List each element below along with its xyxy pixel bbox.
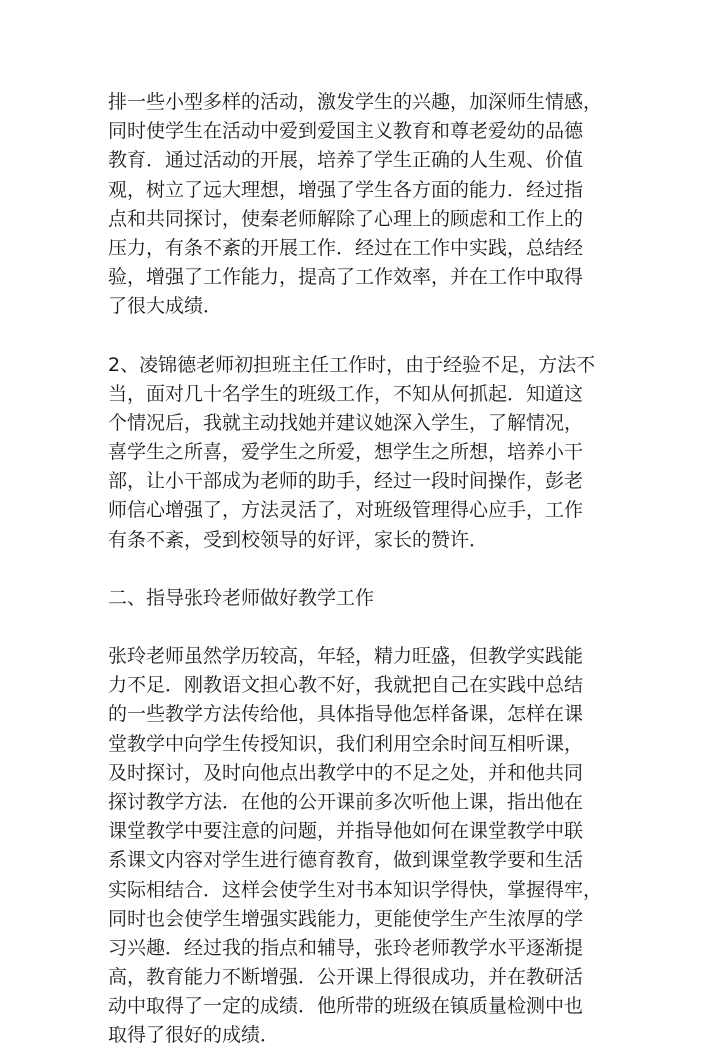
text-line: 习兴趣．经过我的指点和辅导，张玲老师教学水平逐渐提 bbox=[108, 936, 584, 959]
text-line: 取得了很好的成绩． bbox=[108, 1024, 280, 1047]
paragraph-activities bbox=[108, 88, 608, 322]
text-line: 动中取得了一定的成绩．他所带的班级在镇质量检测中也 bbox=[108, 995, 584, 1018]
paragraph-item-2 bbox=[108, 351, 608, 555]
text-line: 教育．通过活动的开展，培养了学生正确的人生观、价值 bbox=[108, 149, 584, 172]
text-line: 了很大成绩． bbox=[108, 295, 223, 318]
text-line: 同时也会使学生增强实践能力，更能使学生产生浓厚的学 bbox=[108, 907, 584, 930]
text-line: 观，树立了远大理想，增强了学生各方面的能力．经过指 bbox=[108, 178, 584, 201]
text-line: 当，面对几十名学生的班级工作，不知从何抓起．知道这 bbox=[108, 382, 584, 405]
paragraph-guidance bbox=[108, 642, 608, 1051]
section-heading bbox=[108, 584, 608, 613]
text-line: 2、凌锦德老师初担班主任工作时，由于经验不足，方法不 bbox=[108, 353, 596, 376]
text-line: 堂教学中向学生传授知识，我们利用空余时间互相听课， bbox=[108, 732, 584, 755]
text-line: 验，增强了工作能力，提高了工作效率，并在工作中取得 bbox=[108, 266, 584, 289]
text-line: 师信心增强了，方法灵活了，对班级管理得心应手，工作 bbox=[108, 499, 584, 522]
text-line: 部，让小干部成为老师的助手，经过一段时间操作，彭老 bbox=[108, 470, 584, 493]
text-line: 同时使学生在活动中爱到爱国主义教育和尊老爱幼的品德 bbox=[108, 120, 584, 143]
text-line: 课堂教学中要注意的问题，并指导他如何在课堂教学中联 bbox=[108, 820, 584, 843]
heading-line: 二、指导张玲老师做好教学工作 bbox=[108, 586, 375, 609]
text-line: 张玲老师虽然学历较高，年轻，精力旺盛，但教学实践能 bbox=[108, 645, 584, 667]
document-page bbox=[108, 88, 608, 1051]
text-line: 实际相结合．这样会使学生对书本知识学得快，掌握得牢， bbox=[108, 878, 603, 901]
text-line: 压力，有条不紊的开展工作．经过在工作中实践，总结经 bbox=[108, 236, 584, 259]
text-line: 探讨教学方法．在他的公开课前多次听他上课，指出他在 bbox=[108, 790, 584, 813]
paragraph-gap bbox=[108, 322, 608, 351]
paragraph-gap bbox=[108, 613, 608, 642]
text-line: 力不足．刚教语文担心教不好，我就把自己在实践中总结 bbox=[108, 674, 584, 697]
text-line: 高，教育能力不断增强．公开课上得很成功，并在教研活 bbox=[108, 966, 584, 989]
text-line: 点和共同探讨，使秦老师解除了心理上的顾虑和工作上的 bbox=[108, 207, 584, 230]
text-line: 排一些小型多样的活动，激发学生的兴趣，加深师生情感， bbox=[108, 91, 603, 113]
text-line: 个情况后，我就主动找她并建议她深入学生，了解情况， bbox=[108, 411, 584, 434]
text-line: 及时探讨，及时向他点出教学中的不足之处，并和他共同 bbox=[108, 761, 584, 784]
text-line: 有条不紊，受到校领导的好评，家长的赞许． bbox=[108, 528, 489, 551]
text-line: 的一些教学方法传给他，具体指导他怎样备课，怎样在课 bbox=[108, 703, 584, 726]
text-line: 系课文内容对学生进行德育教育，做到课堂教学要和生活 bbox=[108, 849, 584, 872]
text-line: 喜学生之所喜，爱学生之所爱，想学生之所想，培养小干 bbox=[108, 441, 584, 464]
paragraph-gap bbox=[108, 555, 608, 584]
